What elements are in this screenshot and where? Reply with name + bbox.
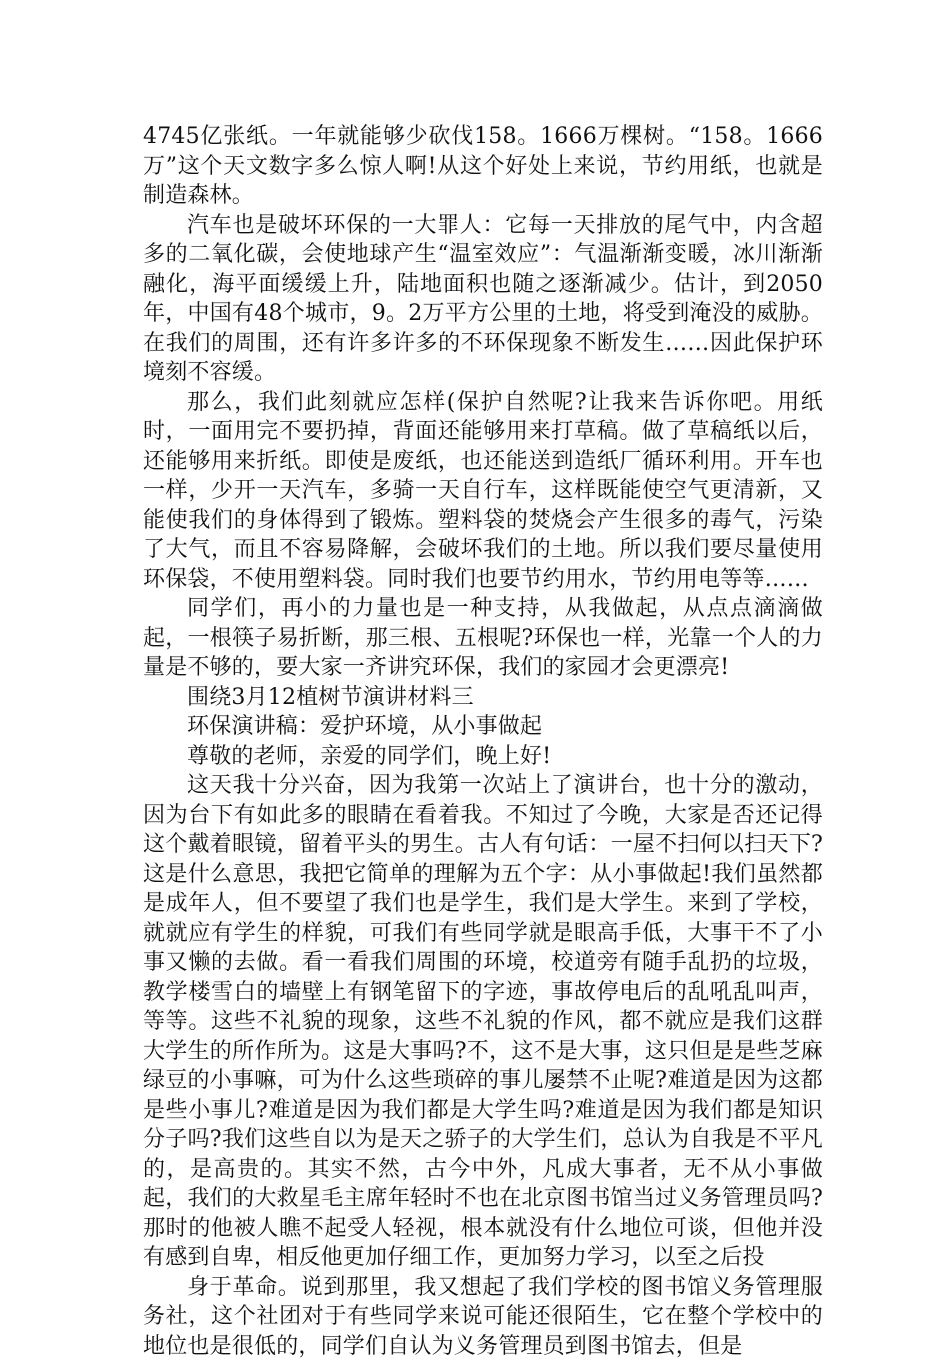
salutation: 尊敬的老师，亲爱的同学们，晚上好! (143, 742, 823, 772)
paragraph-9: 身于革命。说到那里，我又想起了我们学校的图书馆义务管理服务社，这个社团对于有些同学来说可能还很陌生，它在整个学校中的地位也是很低的，同学们自认为义务管理员到图书馆去，但是 (143, 1273, 823, 1361)
paragraph-8: 这天我十分兴奋，因为我第一次站上了演讲台，也十分的激动，因为台下有如此多的眼睛在看着我。不知过了今晚，大家是否还记得这个戴着眼镜，留着平头的男生。古人有句话：一屋不扫何以扫天下?这是什么意思，我把它简单的理解为五个字：从小事做起!我们虽然都是成年人，但不要望了我们也是学生，我们是大学生。来到了学校，就就应有学生的样貌，可我们有些同学就是眼高手低，大事干不了小事又懒的去做。看一看我们周围的环境，校道旁有随手乱扔的垃圾，教学楼雪白的墙壁上有钢笔留下的字迹，事故停电后的乱吼乱叫声，等等。这些不礼貌的现象，这些不礼貌的作风，都不就应是我们这群大学生的所作所为。这是大事吗?不，这不是大事，这只但是是些芝麻绿豆的小事嘛，可为什么这些琐碎的事儿屡禁不止呢?难道是因为这都是些小事儿?难道是因为我们都是大学生吗?难道是因为我们都是知识分子吗?我们这些自以为是天之骄子的大学生们，总认为自我是不平凡的，是高贵的。其实不然，古今中外，凡成大事者，无不从小事做起，我们的大救星毛主席年轻时不也在北京图书馆当过义务管理员吗?那时的他被人瞧不起受人轻视，根本就没有什么地位可谈，但他并没有感到自卑，相反他更加仔细工作，更加努力学习，以至之后投 (143, 771, 823, 1273)
speech-title: 环保演讲稿：爱护环境，从小事做起 (143, 712, 823, 742)
paragraph-4: 同学们，再小的力量也是一种支持，从我做起，从点点滴滴做起，一根筷子易折断，那三根、五根呢?环保也一样，光靠一个人的力量是不够的，要大家一齐讲究环保，我们的家园才会更漂亮! (143, 594, 823, 683)
section-heading: 围绕3月12植树节演讲材料三 (143, 683, 823, 713)
paragraph-3: 那么，我们此刻就应怎样(保护自然呢?让我来告诉你吧。用纸时，一面用完不要扔掉，背面还能够用来打草稿。做了草稿纸以后，还能够用来折纸。即使是废纸，也还能送到造纸厂循环利用。开车也一样，少开一天汽车，多骑一天自行车，这样既能使空气更清新，又能使我们的身体得到了锻炼。塑料袋的焚烧会产生很多的毒气，污染了大气，而且不容易降解，会破坏我们的土地。所以我们要尽量使用环保袋，不使用塑料袋。同时我们也要节约用水，节约用电等等…… (143, 388, 823, 595)
paragraph-1: 4745亿张纸。一年就能够少砍伐158。1666万棵树。“158。1666万”这个天文数字多么惊人啊!从这个好处上来说，节约用纸，也就是制造森林。 (143, 122, 823, 211)
document-page (143, 122, 823, 1361)
paragraph-2: 汽车也是破坏环保的一大罪人：它每一天排放的尾气中，内含超多的二氧化碳，会使地球产生“温室效应”：气温渐渐变暖，冰川渐渐融化，海平面缓缓上升，陆地面积也随之逐渐减少。估计，到2050年，中国有48个城市，9。2万平方公里的土地，将受到淹没的威胁。在我们的周围，还有许多许多的不环保现象不断发生……因此保护环境刻不容缓。 (143, 211, 823, 388)
